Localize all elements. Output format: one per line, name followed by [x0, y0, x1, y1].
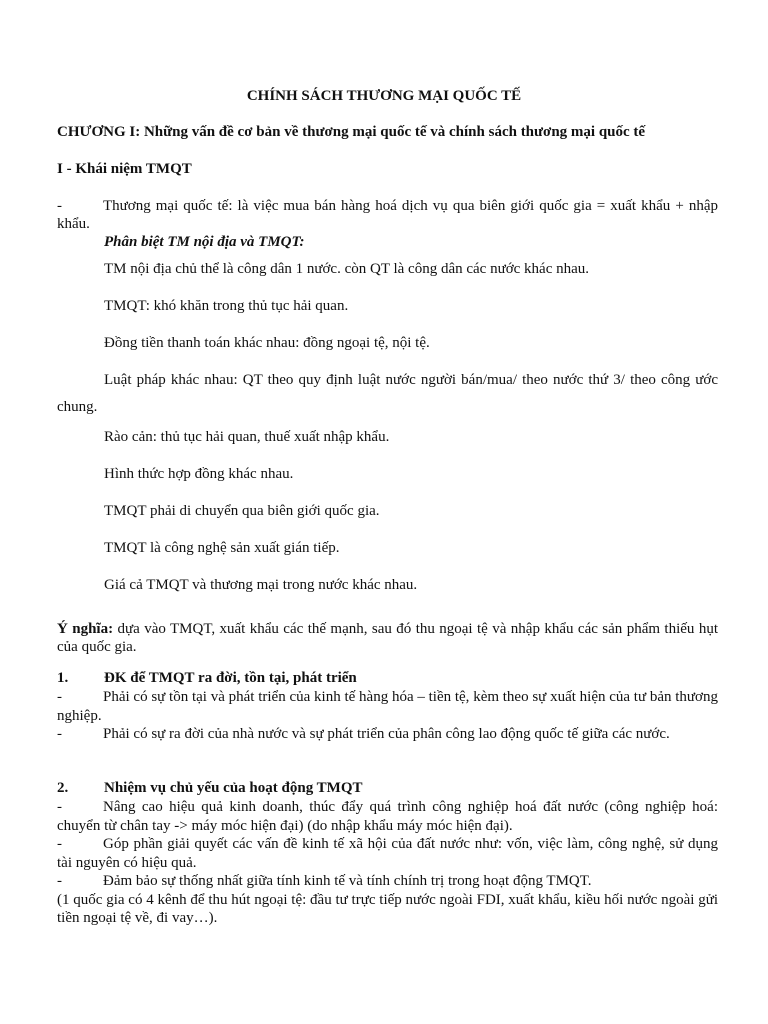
bullet-item: [57, 572, 718, 599]
bullet-item: [57, 461, 718, 488]
dash-marker: -: [57, 726, 62, 742]
bullet-item: [57, 256, 718, 283]
point-text: Nâng cao hiệu quả kinh doanh, thúc đẩy quá trình công nghiệp hoá đất nước (công nghiệp hoá: chuyển từ chân tay -> máy móc hiện đại) (do nhập khẩu máy móc hiện đại).: [57, 799, 718, 834]
definition-text: Thương mại quốc tế: là việc mua bán hàng hoá dịch vụ qua biên giới quốc gia = xuất khẩu + nhập khẩu.: [57, 198, 718, 232]
bullet-text: Hình thức hợp đồng khác nhau.: [104, 466, 294, 482]
bullet-text: TM nội địa chủ thể là công dân 1 nước. còn QT là công dân các nước khác nhau.: [104, 261, 590, 277]
dash-marker: -: [57, 836, 62, 852]
dash-marker: -: [57, 689, 62, 705]
point-line: [57, 798, 718, 835]
meaning-paragraph: [57, 620, 718, 656]
point-text: Đảm bảo sự thống nhất giữa tính kinh tế và tính chính trị trong hoạt động TMQT.: [103, 873, 592, 889]
point-line: [57, 688, 718, 725]
meaning-label: Ý nghĩa:: [57, 621, 114, 637]
bullet-item: [57, 535, 718, 562]
bullet-text: TMQT phải di chuyển qua biên giới quốc gia.: [104, 503, 380, 519]
dash-marker: -: [57, 873, 62, 889]
bullet-text: Giá cả TMQT và thương mại trong nước khác nhau.: [104, 577, 418, 593]
chapter-heading: CHƯƠNG I: Những vấn đề cơ bản về thương mại quốc tế và chính sách thương mại quốc tế: [57, 124, 646, 140]
item2-points: [57, 798, 718, 928]
subheading: Phân biệt TM nội địa và TMQT:: [104, 234, 305, 250]
meaning-text: dựa vào TMQT, xuất khẩu các thế mạnh, sau đó thu ngoại tệ và nhập khẩu các sản phẩm thiếu hụt của quốc gia.: [57, 621, 718, 655]
bullet-item: [57, 498, 718, 525]
bullet-text: Đồng tiền thanh toán khác nhau: đồng ngoại tệ, nội tệ.: [104, 335, 430, 351]
heading-number: 1.: [57, 670, 69, 686]
document-title: CHÍNH SÁCH THƯƠNG MẠI QUỐC TẾ: [246, 88, 522, 104]
heading-number: 2.: [57, 780, 69, 796]
point-line: [57, 872, 718, 891]
item1-points: [57, 688, 718, 744]
dash-marker: -: [57, 198, 62, 214]
heading-text: Nhiệm vụ chủ yếu của hoạt động TMQT: [104, 780, 363, 796]
point-line: [57, 725, 718, 744]
point-text: Góp phần giải quyết các vấn đề kinh tế xã hội của đất nước như: vốn, việc làm, công nghệ, sử dụng tài nguyên có hiệu quả.: [57, 836, 718, 871]
note-line: (1 quốc gia có 4 kênh để thu hút ngoại tệ: đầu tư trực tiếp nước ngoài FDI, xuất khẩu, kiều hối nước ngoài gửi tiền ngoại tệ về, đi vay…).: [57, 891, 718, 926]
bullet-item: [57, 293, 718, 320]
section-heading: I - Khái niệm TMQT: [57, 161, 192, 177]
definition-paragraph: [57, 197, 718, 233]
bullet-text: TMQT: khó khăn trong thủ tục hải quan.: [104, 298, 349, 314]
heading-text: ĐK để TMQT ra đời, tồn tại, phát triển: [104, 670, 357, 686]
bullet-text: TMQT là công nghệ sản xuất gián tiếp.: [104, 540, 340, 556]
bullet-item: [57, 330, 718, 357]
point-text: Phải có sự tồn tại và phát triển của kinh tế hàng hóa – tiền tệ, kèm theo sự xuất hiện của tư bản thương nghiệp.: [57, 689, 718, 724]
numbered-heading-1: [57, 669, 357, 687]
bullet-item: [57, 367, 718, 421]
point-line: [57, 835, 718, 872]
numbered-heading-2: [57, 779, 363, 797]
dash-marker: -: [57, 799, 62, 815]
bullet-text: Rào cản: thủ tục hải quan, thuế xuất nhập khẩu.: [104, 429, 390, 445]
point-text: Phải có sự ra đời của nhà nước và sự phát triển của phân công lao động quốc tế giữa các nước.: [103, 726, 670, 742]
bullet-item: [57, 424, 718, 451]
bullet-text: Luật pháp khác nhau: QT theo quy định luật nước người bán/mua/ theo nước thứ 3/ theo công ước chung.: [57, 372, 718, 415]
